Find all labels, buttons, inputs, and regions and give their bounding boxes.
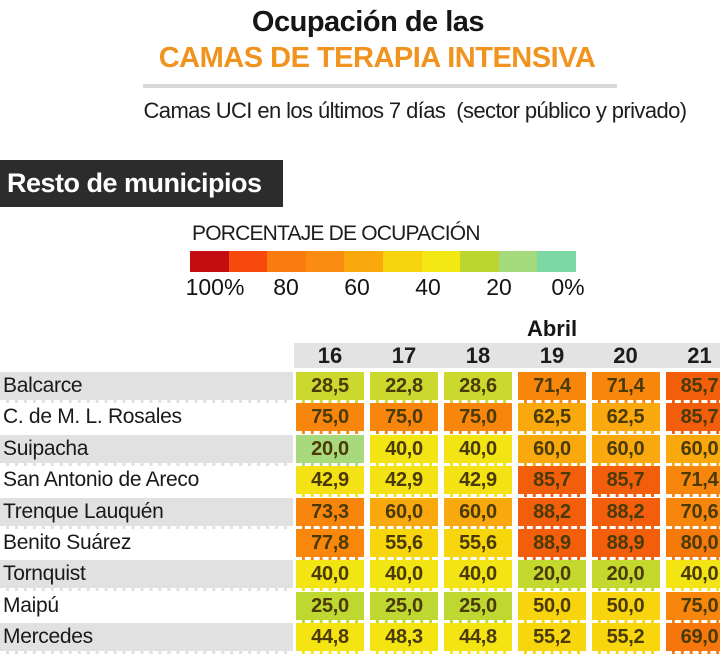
table-row [0, 435, 720, 466]
legend-tick-label: 20 [486, 274, 512, 300]
day-header: 18 [465, 343, 491, 368]
day-header: 19 [539, 343, 565, 368]
occupancy-cell: 40,0 [370, 560, 438, 591]
occupancy-cell: 55,2 [518, 623, 586, 654]
occupancy-cell: 60,0 [444, 498, 512, 529]
day-header-row [294, 343, 720, 368]
occupancy-cell: 20,0 [518, 560, 586, 591]
municipality-label: San Antonio de Areco [0, 466, 293, 497]
occupancy-cell: 88,9 [592, 529, 660, 560]
legend-color-segment [267, 251, 306, 272]
table-row [0, 623, 720, 654]
occupancy-cell: 25,0 [296, 592, 364, 623]
municipality-label: C. de M. L. Rosales [0, 403, 293, 434]
table-row [0, 592, 720, 623]
occupancy-cell: 70,6 [666, 498, 720, 529]
occupancy-cell: 60,0 [370, 498, 438, 529]
occupancy-cell: 75,0 [666, 592, 720, 623]
page-subtitle: Camas UCI en los últimos 7 días (sector público y privado) [143, 98, 687, 123]
section-banner-label: Resto de municipios [7, 168, 262, 198]
occupancy-cell: 22,8 [370, 372, 438, 403]
municipality-label: Benito Suárez [0, 529, 293, 560]
occupancy-cell: 28,5 [296, 372, 364, 403]
occupancy-cell: 62,5 [518, 403, 586, 434]
occupancy-cell: 85,7 [666, 403, 720, 434]
occupancy-cell: 75,0 [444, 403, 512, 434]
legend-color-segment [460, 251, 499, 272]
occupancy-cell: 42,9 [296, 466, 364, 497]
occupancy-cell: 55,6 [444, 529, 512, 560]
occupancy-cell: 88,9 [518, 529, 586, 560]
legend-tick-label: 60 [344, 274, 370, 300]
occupancy-cell: 60,0 [518, 435, 586, 466]
occupancy-cell: 50,0 [518, 592, 586, 623]
legend-color-segment [344, 251, 383, 272]
title-divider [143, 84, 617, 88]
occupancy-cell: 85,7 [518, 466, 586, 497]
occupancy-cell: 60,0 [666, 435, 720, 466]
occupancy-cell: 44,8 [296, 623, 364, 654]
legend-tick-label: 40 [415, 274, 441, 300]
occupancy-cell: 62,5 [592, 403, 660, 434]
occupancy-cell: 44,8 [444, 623, 512, 654]
occupancy-cell: 20,0 [296, 435, 364, 466]
occupancy-cell: 40,0 [666, 560, 720, 591]
legend-tick-label: 80 [273, 274, 299, 300]
legend-color-segment [306, 251, 345, 272]
occupancy-cell: 80,0 [666, 529, 720, 560]
municipality-label: Mercedes [0, 623, 293, 654]
table-row [0, 372, 720, 403]
occupancy-cell: 69,0 [666, 623, 720, 654]
legend-color-segment [499, 251, 538, 272]
municipality-label: Trenque Lauquén [0, 498, 293, 529]
occupancy-cell: 40,0 [370, 435, 438, 466]
occupancy-cell: 40,0 [444, 560, 512, 591]
occupancy-cell: 42,9 [370, 466, 438, 497]
occupancy-cell: 71,4 [592, 372, 660, 403]
municipality-label: Balcarce [0, 372, 293, 403]
occupancy-cell: 25,0 [370, 592, 438, 623]
municipality-label: Suipacha [0, 435, 293, 466]
occupancy-cell: 88,2 [592, 498, 660, 529]
occupancy-cell: 48,3 [370, 623, 438, 654]
municipality-label: Tornquist [0, 560, 293, 591]
occupancy-cell: 75,0 [296, 403, 364, 434]
occupancy-cell: 20,0 [592, 560, 660, 591]
occupancy-cell: 50,0 [592, 592, 660, 623]
table-row [0, 403, 720, 434]
month-header: Abril [526, 316, 578, 341]
municipality-label: Maipú [0, 592, 293, 623]
section-banner [0, 160, 283, 207]
occupancy-cell: 40,0 [296, 560, 364, 591]
table-row [0, 466, 720, 497]
table-row [0, 529, 720, 560]
table-row [0, 498, 720, 529]
legend-color-segment [190, 251, 229, 272]
occupancy-cell: 60,0 [592, 435, 660, 466]
day-header: 16 [317, 343, 343, 368]
page-title-line1: Ocupación de las [251, 6, 485, 38]
day-header: 20 [613, 343, 638, 368]
occupancy-cell: 25,0 [444, 592, 512, 623]
legend-color-segment [229, 251, 268, 272]
legend-color-scale [190, 251, 576, 272]
occupancy-table [0, 372, 720, 655]
occupancy-cell: 71,4 [666, 466, 720, 497]
occupancy-cell: 71,4 [518, 372, 586, 403]
occupancy-cell: 42,9 [444, 466, 512, 497]
occupancy-cell: 55,2 [592, 623, 660, 654]
occupancy-cell: 85,7 [592, 466, 660, 497]
occupancy-cell: 40,0 [444, 435, 512, 466]
page-title-line2: CAMAS DE TERAPIA INTENSIVA [158, 42, 596, 74]
legend-tick-labels [0, 274, 720, 300]
occupancy-cell: 75,0 [370, 403, 438, 434]
occupancy-cell: 73,3 [296, 498, 364, 529]
occupancy-cell: 28,6 [444, 372, 512, 403]
occupancy-cell: 55,6 [370, 529, 438, 560]
occupancy-cell: 77,8 [296, 529, 364, 560]
occupancy-cell: 85,7 [666, 372, 720, 403]
table-row [0, 560, 720, 591]
legend-color-segment [537, 251, 576, 272]
legend-tick-label: 100% [185, 274, 245, 300]
occupancy-cell: 88,2 [518, 498, 586, 529]
legend-color-segment [383, 251, 422, 272]
day-header: 17 [391, 343, 417, 368]
legend-tick-label: 0% [551, 274, 585, 300]
legend-color-segment [422, 251, 461, 272]
legend-title: PORCENTAJE DE OCUPACIÓN [192, 222, 480, 245]
day-header: 21 [687, 343, 712, 368]
